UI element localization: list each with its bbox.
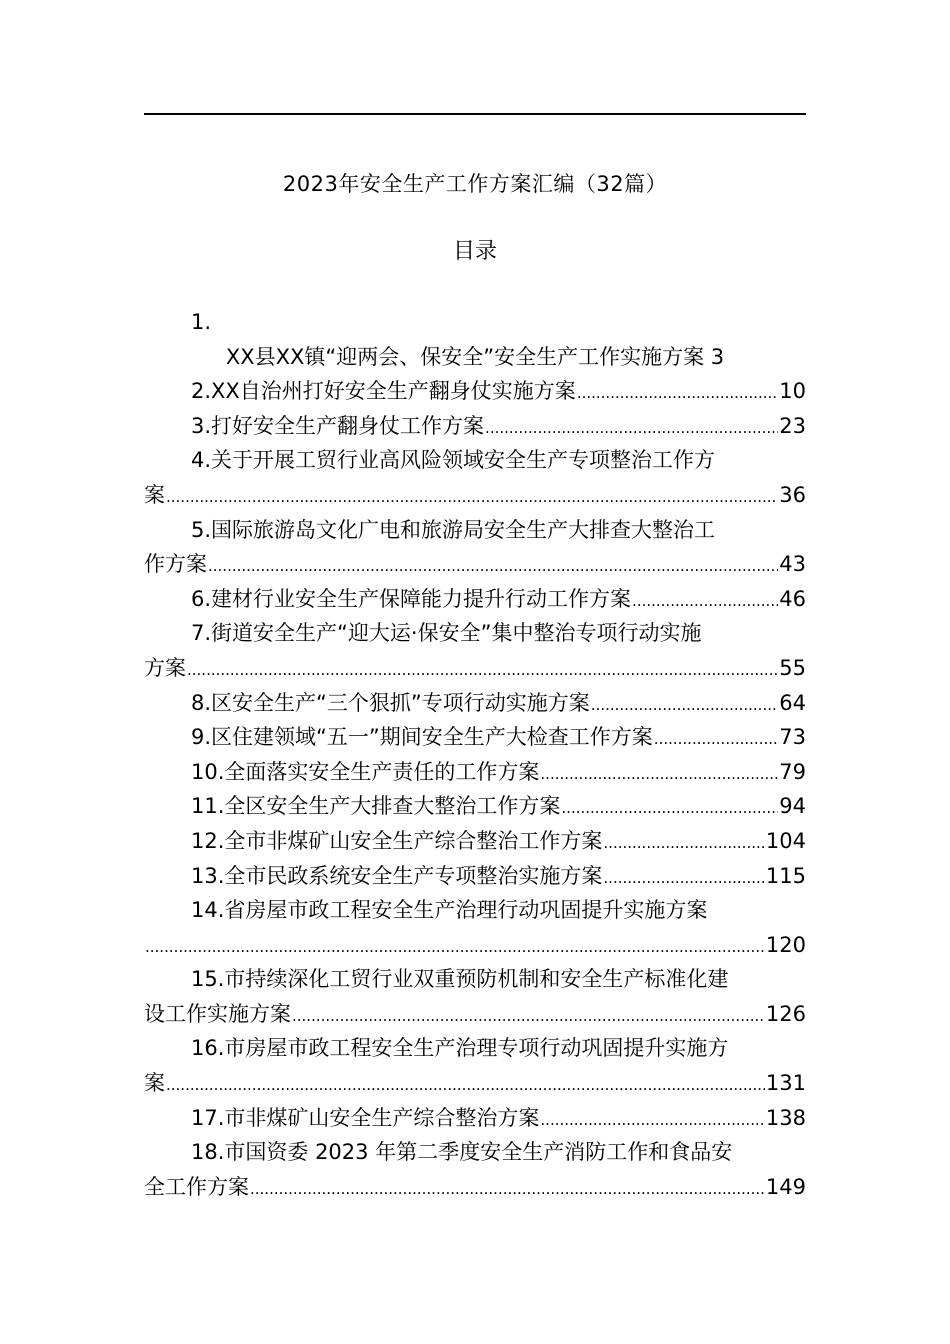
toc-page-number: 94 <box>779 794 806 819</box>
toc-page-number: 10 <box>779 379 806 404</box>
toc-page-number: 46 <box>779 586 806 611</box>
toc-entry-title: 6.建材行业安全生产保障能力提升行动工作方案 <box>191 586 632 611</box>
toc-entry-title-cont: 设工作实施方案 <box>144 1001 291 1026</box>
toc-leader-dots <box>208 549 778 584</box>
toc-leader-dots <box>540 1103 765 1138</box>
toc-entry-title: 15.市持续深化工贸行业双重预防机制和安全生产标准化建 <box>191 967 729 992</box>
toc-page-number: 120 <box>765 932 806 957</box>
document-title: 2023年安全生产工作方案汇编（32篇） <box>282 172 668 196</box>
toc-entry-title: 16.市房屋市政工程安全生产治理专项行动巩固提升实施方 <box>191 1036 729 1061</box>
toc-entry-title: 13.全市民政系统安全生产专项整治实施方案 <box>191 863 603 888</box>
toc-entry-title: XX县XX镇“迎两会、保安全”安全生产工作实施方案 3 <box>225 344 725 369</box>
toc-page-number: 104 <box>765 828 806 853</box>
toc-entry-14-cont[interactable] <box>144 928 806 963</box>
toc-leader-dots <box>292 999 765 1034</box>
toc-entry-1-number[interactable] <box>144 305 806 340</box>
toc-leader-dots <box>632 584 778 619</box>
toc-entry-title: 3.打好安全生产翻身仗工作方案 <box>191 413 485 438</box>
toc-leader-dots <box>187 653 778 688</box>
toc-entry-18[interactable] <box>144 1135 806 1170</box>
toc-entry-5[interactable] <box>144 513 806 548</box>
toc-page-number: 43 <box>779 552 806 577</box>
toc-entry-14[interactable] <box>144 893 806 928</box>
toc-entry-5-cont[interactable] <box>144 547 806 582</box>
toc-page-number: 36 <box>779 482 806 507</box>
toc-entry-title: 7.街道安全生产“迎大运·保安全”集中整治专项行动实施 <box>191 621 702 646</box>
toc-entry-title: 2.XX自治州打好安全生产翻身仗实施方案 <box>191 379 576 404</box>
toc-leader-dots <box>577 376 778 411</box>
toc-entry-title-cont: 作方案 <box>144 552 207 577</box>
toc-entry-16-cont[interactable] <box>144 1066 806 1101</box>
toc-entry-8[interactable] <box>144 686 806 721</box>
toc-leader-dots <box>166 1068 765 1103</box>
toc-entry-6[interactable] <box>144 582 806 617</box>
toc-entry-15-cont[interactable] <box>144 997 806 1032</box>
toc-entry-10[interactable] <box>144 755 806 790</box>
toc-leader-dots <box>145 930 765 965</box>
toc-entry-title: 11.全区安全生产大排查大整治工作方案 <box>191 794 561 819</box>
toc-leader-dots <box>561 791 778 826</box>
toc-page-number: 64 <box>779 690 806 715</box>
toc-entry-16[interactable] <box>144 1031 806 1066</box>
toc-page-number: 126 <box>765 1001 806 1026</box>
toc-page-number: 131 <box>765 1071 806 1096</box>
toc-leader-dots <box>603 861 765 896</box>
toc-leader-dots <box>250 1172 765 1207</box>
toc-entry-title-cont: 案 <box>144 482 165 507</box>
toc-leader-dots <box>540 757 778 792</box>
toc-entry-title-cont: 方案 <box>144 655 186 680</box>
toc-entry-7-cont[interactable] <box>144 651 806 686</box>
toc-entry-title: 12.全市非煤矿山安全生产综合整治工作方案 <box>191 828 603 853</box>
toc-entry-title-cont: 案 <box>144 1071 165 1096</box>
toc-entry-title: 8.区安全生产“三个狠抓”专项行动实施方案 <box>191 690 590 715</box>
toc-entry-title-cont: 全工作方案 <box>144 1174 249 1199</box>
toc-leader-dots <box>485 411 778 446</box>
toc-page-number: 23 <box>779 413 806 438</box>
toc-entry-7[interactable] <box>144 616 806 651</box>
toc-entry-title: 10.全面落实安全生产责任的工作方案 <box>191 759 540 784</box>
toc-page-number: 79 <box>779 759 806 784</box>
toc-entry-4[interactable] <box>144 443 806 478</box>
toc-entry-15[interactable] <box>144 962 806 997</box>
toc-entry-17[interactable] <box>144 1101 806 1136</box>
toc-entry-title: 9.区住建领域“五一”期间安全生产大检查工作方案 <box>191 725 653 750</box>
toc-entry-title: 18.市国资委 2023 年第二季度安全生产消防工作和食品安 <box>191 1140 733 1165</box>
toc-entry-4-cont[interactable] <box>144 478 806 513</box>
toc-entry-1[interactable] <box>144 340 806 375</box>
toc-entry-18-cont[interactable] <box>144 1170 806 1205</box>
toc-leader-dots <box>591 688 778 723</box>
toc-heading: 目录 <box>452 239 497 264</box>
toc-entry-11[interactable] <box>144 789 806 824</box>
toc-page-number: 149 <box>765 1174 806 1199</box>
toc-entry-2[interactable] <box>144 374 806 409</box>
toc-page-number: 115 <box>765 863 806 888</box>
toc-entry-12[interactable] <box>144 824 806 859</box>
toc-entry-9[interactable] <box>144 720 806 755</box>
toc-leader-dots <box>166 480 778 515</box>
table-of-contents <box>144 305 806 1204</box>
toc-page-number: 73 <box>779 725 806 750</box>
toc-entry-title: 17.市非煤矿山安全生产综合整治方案 <box>191 1105 540 1130</box>
toc-page-number: 55 <box>779 655 806 680</box>
toc-entry-13[interactable] <box>144 859 806 894</box>
toc-entry-3[interactable] <box>144 409 806 444</box>
toc-leader-dots <box>654 722 778 757</box>
toc-entry-title: 14.省房屋市政工程安全生产治理行动巩固提升实施方案 <box>191 898 708 923</box>
toc-leader-dots <box>603 826 765 861</box>
toc-page-number: 138 <box>765 1105 806 1130</box>
toc-entry-title: 5.国际旅游岛文化广电和旅游局安全生产大排查大整治工 <box>191 517 716 542</box>
toc-entry-number: 1. <box>191 310 212 334</box>
toc-entry-title: 4.关于开展工贸行业高风险领域安全生产专项整治工作方 <box>191 448 716 473</box>
header-rule <box>144 113 806 115</box>
